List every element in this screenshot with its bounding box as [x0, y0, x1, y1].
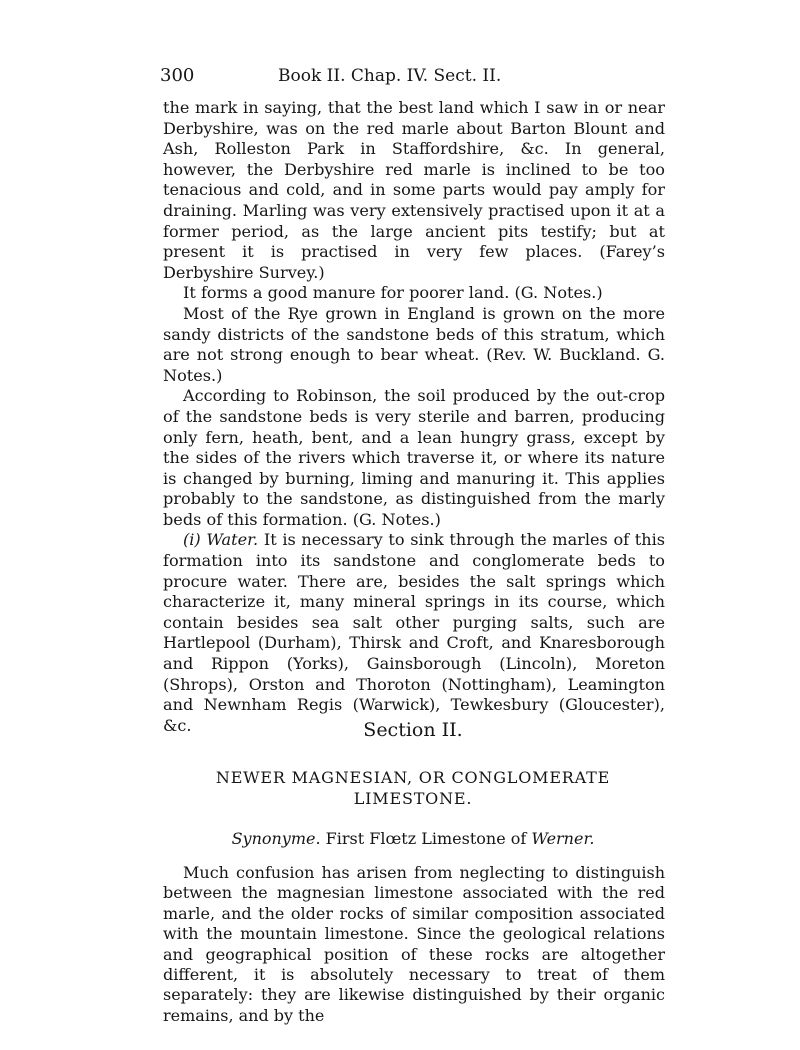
water-paragraph	[163, 530, 665, 736]
synonyme-line	[163, 829, 663, 849]
page-number: 300	[160, 65, 195, 86]
section-text-block	[163, 863, 665, 1026]
running-head-title: Book II. Chap. IV. Sect. II.	[278, 66, 502, 86]
section-heading: Section II.	[363, 719, 463, 741]
manure-paragraph: It forms a good manure for poorer land. (G. Notes.)	[183, 283, 603, 303]
synonyme-text: First Flœtz Limestone of	[325, 829, 527, 848]
water-label: Water.	[206, 530, 259, 550]
synonyme-label: Synonyme.	[231, 829, 321, 848]
confusion-paragraph: Much confusion has arisen from neglecting to distinguish between the magnesian limestone associated with the red marle, and the older rocks of similar composition associated with the mountain limestone. Since the geological relations and geographical position of these rocks are altogether different, it is absolutely necessary to treat of them separately: they are likewise distinguished by their organic remains, and by the	[163, 863, 665, 1025]
main-text-block	[163, 98, 665, 736]
subtitle-line-1: NEWER MAGNESIAN, OR CONGLOMERATE	[215, 768, 611, 787]
section-subtitle	[163, 767, 663, 809]
continued-paragraph: the mark in saying, that the best land which I saw in or near Derbyshire, was on the red marle about Barton Blount and Ash, Rolleston Park in Staffordshire, &c. In general, however, the Derbyshire red marle is inclined to be too tenacious and cold, and in some parts would pay amply for draining. Marling was very extensively practised upon it at a former period, as the large ancient pits testify; but at present it is practised in very few places. (Farey’s Derbyshire Survey.)	[163, 98, 665, 282]
water-prefix: (i)	[183, 530, 201, 550]
rye-paragraph: Most of the Rye grown in England is grown on the more sandy districts of the sandstone beds of this stratum, which are not strong enough to bear wheat. (Rev. W. Buckland. G. Notes.)	[163, 303, 665, 385]
water-text: It is necessary to sink through the marles of this formation into its sandstone and conglomerate beds to procure water. There are, besides the salt springs which characterize it, many mineral springs in its course, which contain besides sea salt other purging salts, such are Hartlepool (Durham), Thirsk and Croft, and Knaresborough and Rippon (Yorks), Gainsborough (Lincoln), Moreton (Shrops), Orston and Thoroton (Nottingham), Leamington and Newnham Regis (Warwick), Tewkesbury (Gloucester), &c.	[163, 530, 665, 735]
synonyme-name: Werner.	[531, 829, 595, 848]
running-head	[160, 64, 660, 88]
subtitle-line-2: LIMESTONE.	[353, 789, 473, 808]
robinson-paragraph: According to Robinson, the soil produced by the out-crop of the sandstone beds is very sterile and barren, producing only fern, heath, bent, and a lean hungry grass, except by the sides of the rivers which traverse it, or where its nature is changed by burning, liming and manuring it. This applies probably to the sandstone, as distinguished from the marly beds of this formation. (G. Notes.)	[163, 386, 665, 529]
